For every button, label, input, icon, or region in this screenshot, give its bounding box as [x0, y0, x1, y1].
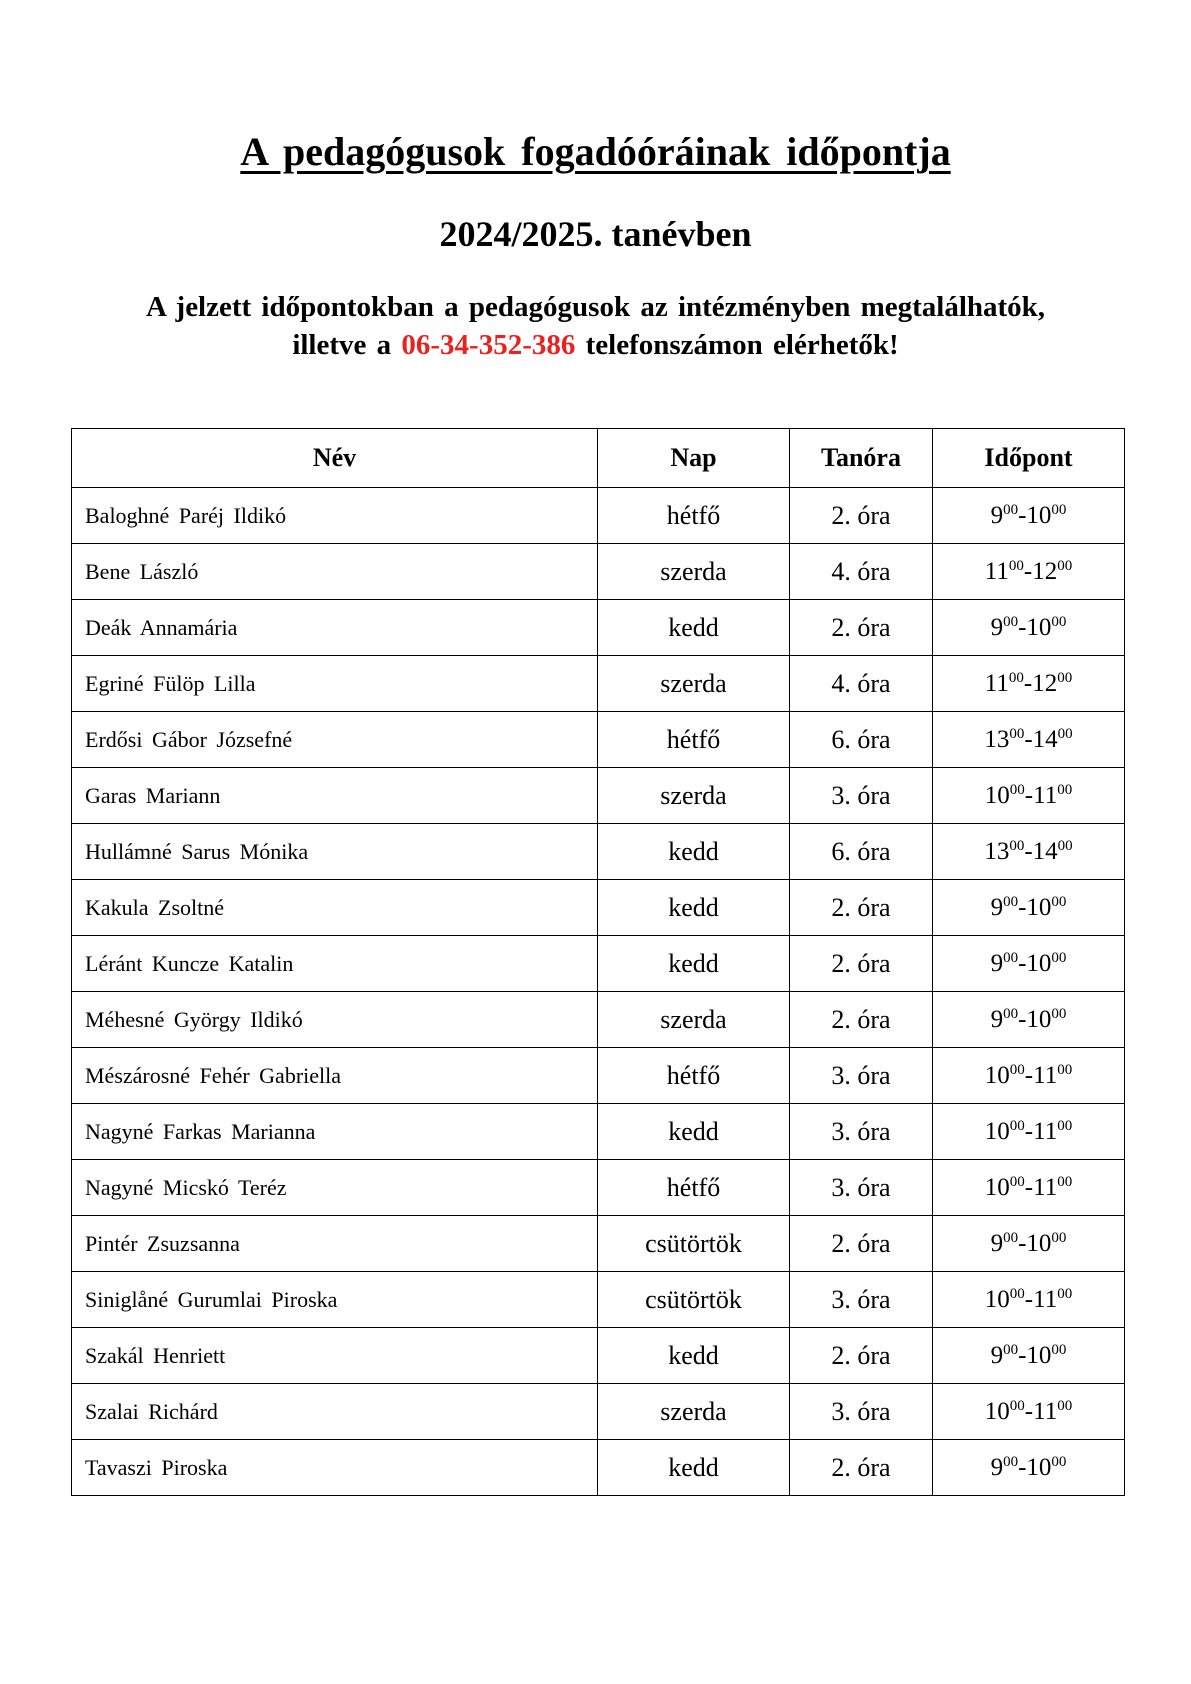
start-hour: 11: [984, 669, 1009, 697]
teacher-name-cell: Nagyné Micskó Teréz: [72, 1160, 598, 1216]
notice-line-2-suffix: telefonszámon elérhetők!: [585, 329, 899, 361]
end-hour: 10: [1026, 893, 1052, 921]
end-hour: 14: [1032, 837, 1058, 865]
period-cell: 4. óra: [790, 656, 933, 712]
table-row: [72, 488, 1125, 544]
time-cell: $10^{00}-11^{00}$: [933, 1384, 1125, 1440]
start-hour: 9: [990, 613, 1004, 641]
start-hour: 10: [984, 1117, 1010, 1145]
notice-line-2: [0, 326, 1191, 364]
end-hour: 10: [1026, 1453, 1052, 1481]
table-row: [72, 1048, 1125, 1104]
time-cell: $10^{00}-11^{00}$: [933, 1104, 1125, 1160]
end-hour: 11: [1033, 1117, 1058, 1145]
time-cell: $11^{00}-12^{00}$: [933, 656, 1125, 712]
start-minute: 00: [1003, 1229, 1019, 1246]
availability-notice: [0, 288, 1191, 364]
day-cell: csütörtök: [598, 1216, 790, 1272]
time-cell: $9^{00}-10^{00}$: [933, 1216, 1125, 1272]
end-minute: 00: [1051, 501, 1067, 518]
time-cell: $10^{00}-11^{00}$: [933, 768, 1125, 824]
start-minute: 00: [1009, 725, 1025, 742]
day-cell: szerda: [598, 1384, 790, 1440]
table-row: [72, 1104, 1125, 1160]
table-row: [72, 880, 1125, 936]
phone-number: 06-34-352-386: [401, 329, 576, 361]
end-hour: 11: [1033, 1061, 1058, 1089]
time-cell: $9^{00}-10^{00}$: [933, 880, 1125, 936]
period-cell: 4. óra: [790, 544, 933, 600]
end-hour: 10: [1026, 949, 1052, 977]
time-cell: $9^{00}-10^{00}$: [933, 488, 1125, 544]
period-cell: 3. óra: [790, 768, 933, 824]
start-hour: 10: [984, 781, 1010, 809]
start-minute: 00: [1009, 1173, 1025, 1190]
table-row: [72, 600, 1125, 656]
table-row: [72, 936, 1125, 992]
table-row: [72, 1384, 1125, 1440]
start-minute: 00: [1009, 837, 1025, 854]
start-hour: 13: [984, 725, 1010, 753]
period-cell: 2. óra: [790, 1216, 933, 1272]
day-cell: kedd: [598, 1104, 790, 1160]
teacher-name-cell: Deák Annamária: [72, 600, 598, 656]
teacher-name-cell: Bene László: [72, 544, 598, 600]
table-row: [72, 1272, 1125, 1328]
day-cell: kedd: [598, 1440, 790, 1496]
day-cell: szerda: [598, 544, 790, 600]
end-minute: 00: [1051, 1229, 1067, 1246]
time-cell: $11^{00}-12^{00}$: [933, 544, 1125, 600]
end-hour: 11: [1033, 1285, 1058, 1313]
time-cell: $9^{00}-10^{00}$: [933, 600, 1125, 656]
teacher-name-cell: Baloghné Paréj Ildikó: [72, 488, 598, 544]
day-cell: hétfő: [598, 488, 790, 544]
period-cell: 2. óra: [790, 880, 933, 936]
table-row: [72, 1328, 1125, 1384]
table-row: [72, 712, 1125, 768]
day-cell: kedd: [598, 1328, 790, 1384]
table-row: [72, 824, 1125, 880]
start-hour: 13: [984, 837, 1010, 865]
school-year-subtitle: 2024/2025. tanévben: [439, 214, 752, 254]
teacher-name-cell: Nagyné Farkas Marianna: [72, 1104, 598, 1160]
end-minute: 00: [1057, 669, 1073, 686]
day-cell: kedd: [598, 824, 790, 880]
teacher-name-cell: Tavaszi Piroska: [72, 1440, 598, 1496]
start-hour: 10: [984, 1285, 1010, 1313]
time-cell: $9^{00}-10^{00}$: [933, 1440, 1125, 1496]
teacher-name-cell: Szakál Henriett: [72, 1328, 598, 1384]
notice-line-1: A jelzett időpontokban a pedagógusok az intézményben megtalálhatók,: [145, 291, 1046, 323]
page-title: A pedagógusok fogadóóráinak időpontja: [240, 129, 951, 174]
table-row: [72, 992, 1125, 1048]
start-minute: 00: [1008, 669, 1024, 686]
day-cell: szerda: [598, 768, 790, 824]
end-hour: 11: [1033, 781, 1058, 809]
start-hour: 9: [990, 949, 1004, 977]
table-body: [72, 488, 1125, 1496]
end-minute: 00: [1057, 557, 1073, 574]
end-minute: 00: [1057, 781, 1073, 798]
time-cell: $10^{00}-11^{00}$: [933, 1048, 1125, 1104]
end-minute: 00: [1051, 1005, 1067, 1022]
period-cell: 2. óra: [790, 936, 933, 992]
start-minute: 00: [1003, 613, 1019, 630]
end-minute: 00: [1051, 613, 1067, 630]
end-hour: 10: [1026, 613, 1052, 641]
end-hour: 10: [1026, 1229, 1052, 1257]
column-header-day: Nap: [598, 429, 790, 488]
end-hour: 10: [1026, 1341, 1052, 1369]
teacher-name-cell: Hullámné Sarus Mónika: [72, 824, 598, 880]
start-minute: 00: [1003, 1341, 1019, 1358]
end-hour: 11: [1033, 1173, 1058, 1201]
office-hours-table: [71, 428, 1125, 1496]
day-cell: hétfő: [598, 1048, 790, 1104]
day-cell: kedd: [598, 936, 790, 992]
notice-line-2-prefix: illetve a: [292, 329, 392, 361]
start-hour: 10: [984, 1061, 1010, 1089]
start-minute: 00: [1003, 949, 1019, 966]
period-cell: 6. óra: [790, 824, 933, 880]
period-cell: 2. óra: [790, 1440, 933, 1496]
start-hour: 9: [990, 1341, 1004, 1369]
period-cell: 6. óra: [790, 712, 933, 768]
end-minute: 00: [1057, 1117, 1073, 1134]
period-cell: 3. óra: [790, 1160, 933, 1216]
end-minute: 00: [1057, 1173, 1073, 1190]
column-header-period: Tanóra: [790, 429, 933, 488]
teacher-name-cell: Kakula Zsoltné: [72, 880, 598, 936]
table-row: [72, 544, 1125, 600]
time-cell: $13^{00}-14^{00}$: [933, 824, 1125, 880]
end-hour: 14: [1032, 725, 1058, 753]
table-row: [72, 1160, 1125, 1216]
teacher-name-cell: Egriné Fülöp Lilla: [72, 656, 598, 712]
end-minute: 00: [1057, 725, 1073, 742]
end-minute: 00: [1057, 1061, 1073, 1078]
end-minute: 00: [1057, 837, 1073, 854]
teacher-name-cell: Szalai Richárd: [72, 1384, 598, 1440]
time-cell: $13^{00}-14^{00}$: [933, 712, 1125, 768]
start-minute: 00: [1008, 557, 1024, 574]
period-cell: 2. óra: [790, 992, 933, 1048]
column-header-time: Időpont: [933, 429, 1125, 488]
period-cell: 3. óra: [790, 1272, 933, 1328]
day-cell: csütörtök: [598, 1272, 790, 1328]
day-cell: szerda: [598, 992, 790, 1048]
end-hour: 12: [1032, 557, 1058, 585]
start-minute: 00: [1003, 501, 1019, 518]
day-cell: hétfő: [598, 712, 790, 768]
teacher-name-cell: Garas Mariann: [72, 768, 598, 824]
period-cell: 3. óra: [790, 1384, 933, 1440]
start-hour: 10: [984, 1397, 1010, 1425]
start-minute: 00: [1009, 781, 1025, 798]
period-cell: 3. óra: [790, 1048, 933, 1104]
end-minute: 00: [1051, 1453, 1067, 1470]
start-minute: 00: [1009, 1285, 1025, 1302]
start-hour: 11: [984, 557, 1009, 585]
start-hour: 9: [990, 1453, 1004, 1481]
teacher-name-cell: Pintér Zsuzsanna: [72, 1216, 598, 1272]
time-cell: $9^{00}-10^{00}$: [933, 936, 1125, 992]
teacher-name-cell: Erdősi Gábor Józsefné: [72, 712, 598, 768]
start-hour: 9: [990, 501, 1004, 529]
teacher-name-cell: Mészárosné Fehér Gabriella: [72, 1048, 598, 1104]
end-minute: 00: [1057, 1397, 1073, 1414]
time-cell: $9^{00}-10^{00}$: [933, 992, 1125, 1048]
period-cell: 2. óra: [790, 600, 933, 656]
time-cell: $10^{00}-11^{00}$: [933, 1272, 1125, 1328]
period-cell: 2. óra: [790, 1328, 933, 1384]
table-row: [72, 1216, 1125, 1272]
teacher-name-cell: Siniglåné Gurumlai Piroska: [72, 1272, 598, 1328]
end-hour: 11: [1033, 1397, 1058, 1425]
end-minute: 00: [1051, 949, 1067, 966]
column-header-name: Név: [72, 429, 598, 488]
start-hour: 10: [984, 1173, 1010, 1201]
end-hour: 12: [1032, 669, 1058, 697]
day-cell: kedd: [598, 880, 790, 936]
start-hour: 9: [990, 893, 1004, 921]
time-cell: $9^{00}-10^{00}$: [933, 1328, 1125, 1384]
table-row: [72, 1440, 1125, 1496]
start-minute: 00: [1009, 1397, 1025, 1414]
day-cell: szerda: [598, 656, 790, 712]
period-cell: 3. óra: [790, 1104, 933, 1160]
table-row: [72, 768, 1125, 824]
end-minute: 00: [1057, 1285, 1073, 1302]
time-cell: $10^{00}-11^{00}$: [933, 1160, 1125, 1216]
start-minute: 00: [1003, 1453, 1019, 1470]
start-minute: 00: [1003, 893, 1019, 910]
table-row: [72, 656, 1125, 712]
teacher-name-cell: Léránt Kuncze Katalin: [72, 936, 598, 992]
start-minute: 00: [1009, 1061, 1025, 1078]
period-cell: 2. óra: [790, 488, 933, 544]
day-cell: kedd: [598, 600, 790, 656]
start-minute: 00: [1009, 1117, 1025, 1134]
end-minute: 00: [1051, 893, 1067, 910]
end-hour: 10: [1026, 1005, 1052, 1033]
start-hour: 9: [990, 1005, 1004, 1033]
table-header-row: [72, 429, 1125, 488]
day-cell: hétfő: [598, 1160, 790, 1216]
start-hour: 9: [990, 1229, 1004, 1257]
teacher-name-cell: Méhesné György Ildikó: [72, 992, 598, 1048]
end-minute: 00: [1051, 1341, 1067, 1358]
end-hour: 10: [1026, 501, 1052, 529]
start-minute: 00: [1003, 1005, 1019, 1022]
